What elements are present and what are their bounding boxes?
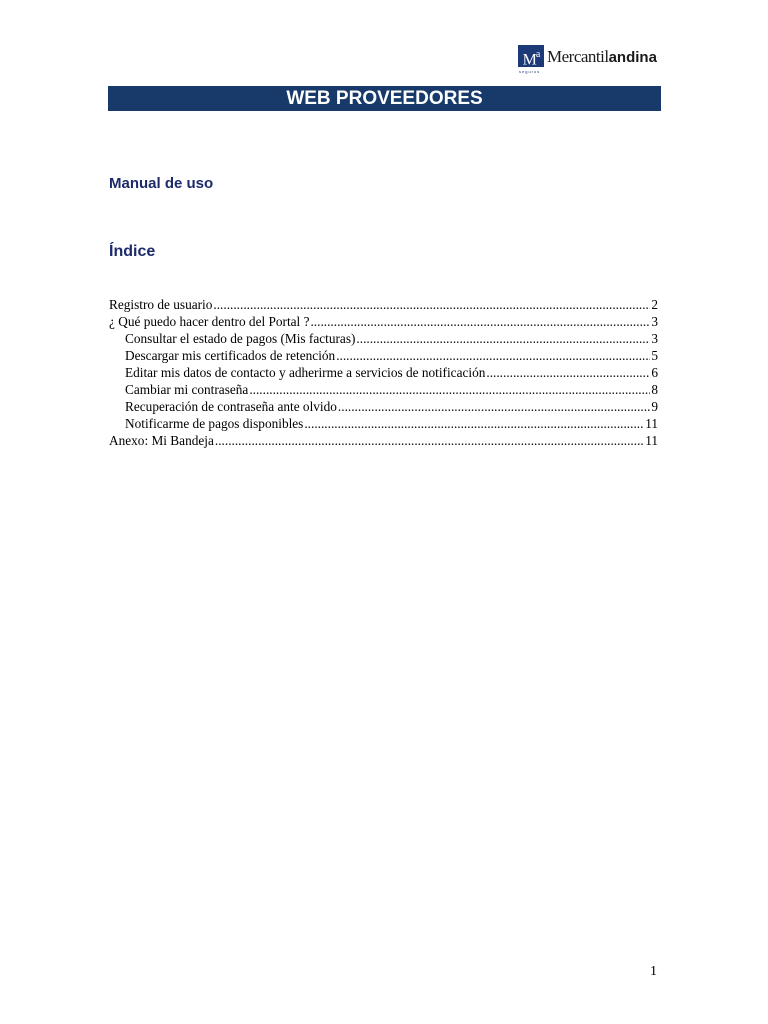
toc-entry-page: 8 <box>651 382 658 397</box>
toc-entry-page: 3 <box>651 331 658 346</box>
index-heading: Índice <box>109 243 156 260</box>
toc-entry-page: 2 <box>651 297 658 312</box>
page-number: 1 <box>650 964 657 979</box>
toc-entry-label: Anexo: Mi Bandeja <box>109 433 214 448</box>
toc-entry[interactable] <box>109 347 658 364</box>
toc-leader-dots <box>486 364 650 381</box>
table-of-contents <box>109 296 658 449</box>
toc-entry-label: Notificarme de pagos disponibles <box>125 416 304 431</box>
toc-entry-page: 11 <box>645 416 658 431</box>
toc-entry[interactable] <box>109 296 658 313</box>
toc-leader-dots <box>213 296 650 313</box>
manual-heading: Manual de uso <box>109 175 214 192</box>
toc-entry-label: Descargar mis certificados de retención <box>125 348 336 363</box>
logo-name-bold: andina <box>608 49 657 66</box>
toc-leader-dots <box>304 415 644 432</box>
toc-entry-page: 9 <box>651 399 658 414</box>
toc-entry[interactable] <box>109 313 658 330</box>
toc-entry-label: ¿ Qué puedo hacer dentro del Portal ? <box>109 314 310 329</box>
toc-leader-dots <box>215 432 644 449</box>
toc-entry[interactable] <box>109 432 658 449</box>
page-title-banner: WEB PROVEEDORES <box>108 86 661 111</box>
logo-name-serif: Mercantil <box>547 47 609 66</box>
toc-entry-page: 5 <box>651 348 658 363</box>
toc-leader-dots <box>336 347 650 364</box>
toc-entry-label: Cambiar mi contraseña <box>125 382 249 397</box>
logo-subtitle: seguros <box>519 69 541 74</box>
toc-leader-dots <box>310 313 650 330</box>
toc-entry[interactable] <box>109 398 658 415</box>
logo-mark: $M^a$ <box>518 45 544 67</box>
toc-entry[interactable] <box>109 330 658 347</box>
toc-leader-dots <box>338 398 650 415</box>
toc-entry[interactable] <box>109 381 658 398</box>
toc-entry-label: Recuperación de contraseña ante olvido <box>125 399 337 414</box>
toc-entry-label: Editar mis datos de contacto y adherirme a servicios de notificación <box>125 365 486 380</box>
logo-wordmark <box>547 48 657 67</box>
toc-entry[interactable] <box>109 364 658 381</box>
toc-entry-label: Consultar el estado de pagos (Mis facturas) <box>125 331 356 346</box>
toc-entry-page: 3 <box>651 314 658 329</box>
toc-entry-page: 6 <box>651 365 658 380</box>
toc-leader-dots <box>249 381 650 398</box>
toc-entry[interactable] <box>109 415 658 432</box>
toc-entry-label: Registro de usuario <box>109 297 213 312</box>
toc-entry-page: 11 <box>645 433 658 448</box>
toc-leader-dots <box>356 330 650 347</box>
